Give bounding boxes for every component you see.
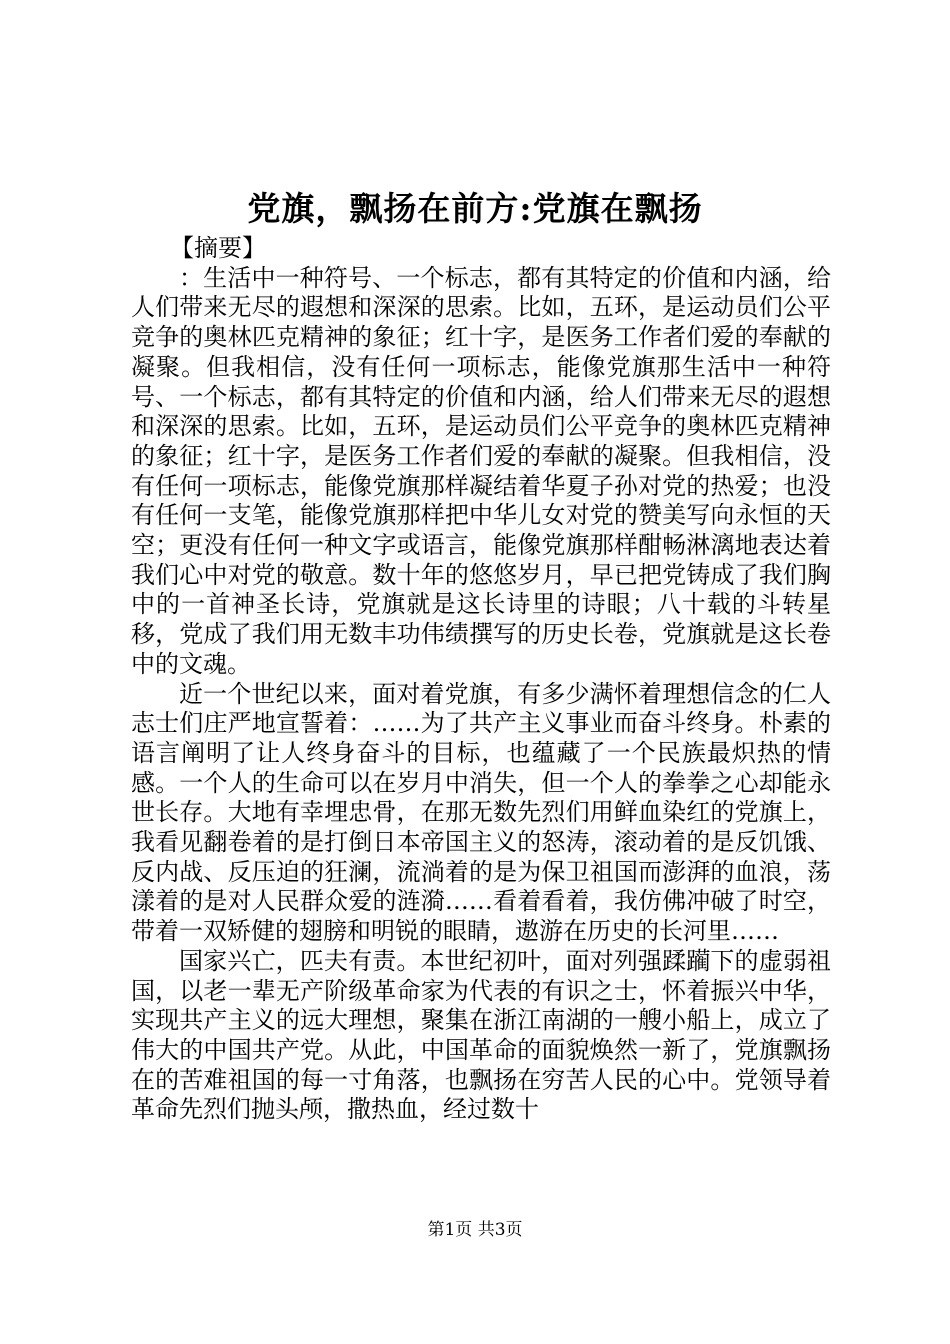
paragraph-1: ：生活中一种符号、一个标志，都有其特定的价值和内涵，给人们带来无尽的遐想和深深的思索。比如，五环，是运动员们公平竞争的奥林匹克精神的象征；红十字，是医务工作者们爱的奉献的凝聚。但我相信，没有任何一项标志，能像党旗那生活中一种符号、一个标志，都有其特定的价值和内涵，给人们带来无尽的遐想和深深的思索。比如，五环，是运动员们公平竞争的奥林匹克精神的象征；红十字，是医务工作者们爱的奉献的凝聚。但我相信，没有任何一项标志，能像党旗那样凝结着华夏子孙对党的热爱；也没有任何一支笔，能像党旗那样把中华儿女对党的赞美写向永恒的天空；更没有任何一种文字或语言，能像党旗那样酣畅淋漓地表达着我们心中对党的敬意。数十年的悠悠岁月，早已把党铸成了我们胸中的一首神圣长诗，党旗就是这长诗里的诗眼；八十载的斗转星移，党成了我们用无数丰功伟绩撰写的历史长卷，党旗就是这长卷中的文魂。: [131, 263, 831, 678]
page-indicator: 第1页 共3页: [427, 1220, 523, 1240]
document-body: [131, 234, 831, 1125]
paragraph-3: 国家兴亡，匹夫有责。本世纪初叶，面对列强蹂躏下的虚弱祖国，以老一辈无产阶级革命家为代表的有识之士，怀着振兴中华，实现共产主义的远大理想，聚集在浙江南湖的一艘小船上，成立了伟大的中国共产党。从此，中国革命的面貌焕然一新了，党旗飘扬在的苦难祖国的每一寸角落，也飘扬在穷苦人民的心中。党领导着革命先烈们抛头颅，撒热血，经过数十: [131, 946, 831, 1124]
abstract-label: 【摘要】: [170, 234, 266, 262]
document-title: 党旗，飘扬在前方:党旗在飘扬: [247, 189, 703, 228]
paragraph-2: 近一个世纪以来，面对着党旗，有多少满怀着理想信念的仁人志士们庄严地宣誓着：……为了共产主义事业而奋斗终身。朴素的语言阐明了让人终身奋斗的目标，也蕴藏了一个民族最炽热的情感。一个人的生命可以在岁月中消失，但一个人的拳拳之心却能永世长存。大地有幸埋忠骨，在那无数先烈们用鲜血染红的党旗上，我看见翻卷着的是打倒日本帝国主义的怒涛，滚动着的是反饥饿、反内战、反压迫的狂澜，流淌着的是为保卫祖国而澎湃的血浪，荡漾着的是对人民群众爱的涟漪……看着看着，我仿佛冲破了时空，带着一双矫健的翅膀和明锐的眼睛，遨游在历史的长河里……: [131, 679, 831, 946]
